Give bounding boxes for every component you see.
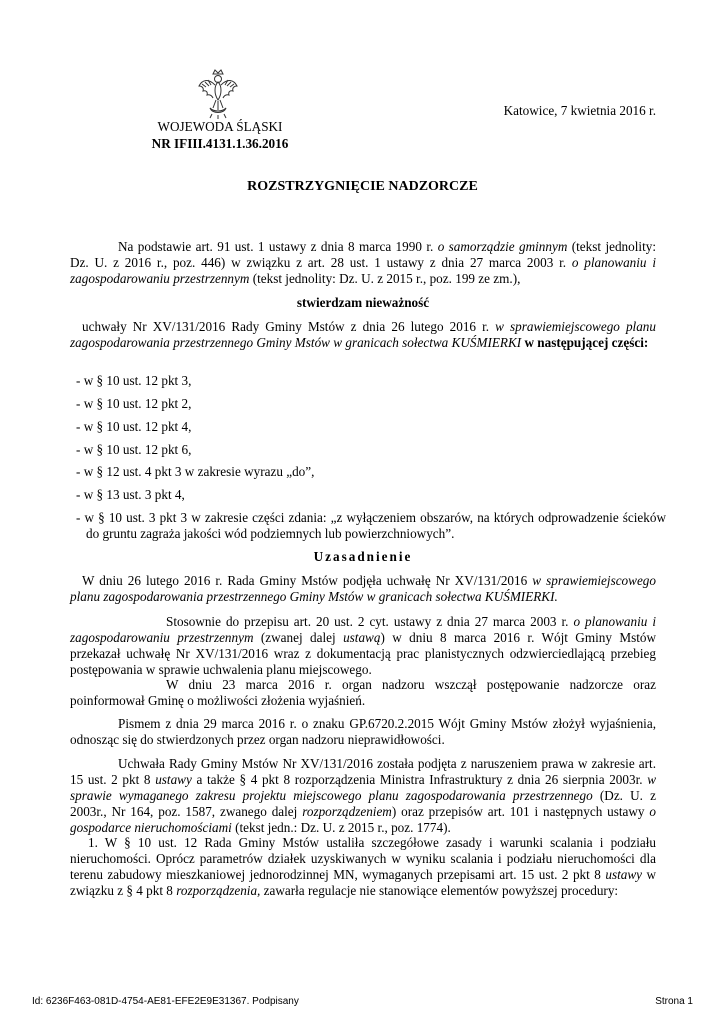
paragraph-text: 1. W § 10 ust. 12 Rada Gminy Mstów ustaliła szczegółowe zasady i warunki scalania i podziału nieruchomości. Oprócz parametrów działek uzyskiwanych w wyniku scalania i podziału nieruchomości dla terenu zabudowy mieszkaniowej jednorodzinnej MN, wymaganych przepisami art. 15 ust. 2 pkt 8: [70, 835, 656, 882]
paragraph-5: [70, 756, 656, 836]
paragraph-1: [70, 573, 656, 605]
paragraph-title: ustawą: [343, 630, 381, 645]
list-item: - w § 10 ust. 12 pkt 6,: [76, 442, 192, 457]
paragraph-text: Stosownie do przepisu art. 20 ust. 2 cyt. ustawy z dnia 27 marca 2003 r.: [166, 614, 574, 629]
intro-text: Na podstawie art. 91 ust. 1 ustawy z dnia 8 marca 1990 r.: [118, 239, 438, 254]
list-item: - w § 10 ust. 12 pkt 4,: [76, 419, 192, 434]
document-id-footer: Id: 6236F463-081D-4754-AE81-EFE2E9E31367. Podpisany: [32, 996, 299, 1007]
paragraph-text: w związku z § 4 pkt 8: [70, 867, 656, 898]
list-item: - w § 13 ust. 3 pkt 4,: [76, 487, 185, 502]
justification-heading: Uzasadnienie: [313, 549, 413, 564]
resolution-emphasis: następującej części:: [537, 335, 649, 350]
paragraph-text: (Dz. U. z 2003r., Nr 164, poz. 1587, zwanego dalej: [70, 788, 656, 819]
resolution-text: uchwały Nr XV/131/2016 Rady Gminy Mstów z dnia 26 lutego 2016 r.: [82, 319, 496, 334]
paragraph-title: rozporządzeniem: [302, 804, 392, 819]
place-date: Katowice, 7 kwietnia 2016 r.: [503, 103, 656, 118]
list-item: - w § 10 ust. 12 pkt 2,: [76, 396, 192, 411]
paragraph-title: ustawy: [155, 772, 192, 787]
paragraph-title: w sprawiemiejscowego planu zagospodarowania przestrzennego Gminy Mstów w granicach sołectwa KUŚMIERKI.: [70, 573, 656, 604]
paragraph-text: ) oraz przepisów art. 101 i następnych ustawy: [391, 804, 650, 819]
intro-paragraph: [70, 239, 656, 287]
paragraph-6: [70, 835, 656, 899]
decision-heading: stwierdzam nieważność: [296, 295, 430, 310]
paragraph-4: Pismem z dnia 29 marca 2016 r. o znaku GP.6720.2.2015 Wójt Gminy Mstów złożył wyjaśnienia, odnosząc się do stwierdzonych przez organ nadzoru nieprawidłowości.: [70, 716, 656, 747]
paragraph-2: [70, 614, 656, 678]
paragraph-text: (zwanej dalej: [253, 630, 344, 645]
resolution-paragraph: [70, 319, 656, 351]
intro-text: (tekst jednolity: Dz. U. z 2016 r., poz. 446) w związku z art. 28 ust. 1 ustawy z dnia 27 marca 2003 r.: [70, 239, 656, 270]
issuer-name: WOJEWODA ŚLĄSKI: [157, 119, 283, 134]
intro-act-title: o planowaniu i zagospodarowaniu przestrzennym: [70, 255, 656, 286]
list-item: - w § 12 ust. 4 pkt 3 w zakresie wyrazu „do”,: [76, 464, 315, 479]
list-item: - w § 10 ust. 3 pkt 3 w zakresie części zdania: „z wyłączeniem obszarów, na których odprowadzenie ścieków do gruntu zagraża jakości wód podziemnych lub powierzchniowych”.: [76, 510, 666, 541]
eagle-emblem-icon: [196, 68, 240, 120]
page-number: Strona 1: [655, 996, 693, 1007]
paragraph-text: W dniu 26 lutego 2016 r. Rada Gminy Mstów podjęła uchwałę Nr XV/131/2016: [82, 573, 533, 588]
paragraph-title: o gospodarce nieruchomościami: [70, 804, 656, 835]
paragraph-text: (tekst jedn.: Dz. U. z 2015 r., poz. 1774).: [231, 820, 451, 835]
list-item: - w § 10 ust. 12 pkt 3,: [76, 373, 192, 388]
reference-number: NR IFIII.4131.1.36.2016: [151, 136, 289, 151]
paragraph-text: a także § 4 pkt 8 rozporządzenia Ministra Infrastruktury z dnia 26 sierpnia 2003r.: [191, 772, 648, 787]
paragraph-3: W dniu 23 marca 2016 r. organ nadzoru wszczął postępowanie nadzorcze oraz poinformował Gminę o możliwości złożenia wyjaśnień.: [70, 677, 656, 708]
paragraph-title: rozporządzenia,: [176, 883, 261, 898]
paragraph-text: ) w dniu 8 marca 2016 r. Wójt Gminy Mstów przekazał uchwałę Nr XV/131/2016 wraz z dokumentacją prac planistycznych odzwierciedlającą przebieg postępowania w sprawie uchwalenia planu miejscowego.: [70, 630, 656, 677]
paragraph-title: o planowaniu i zagospodarowaniu przestrzennym: [70, 614, 656, 645]
intro-text: (tekst jednolity: Dz. U. z 2015 r., poz. 199 ze zm.),: [249, 271, 521, 286]
paragraph-text: zawarła regulacje nie stanowiące elementów powyższej procedury:: [260, 883, 619, 898]
resolution-title: w sprawiemiejscowego planu zagospodarowania przestrzennego Gminy Mstów w granicach sołectwa KUŚMIERKI: [70, 319, 656, 350]
paragraph-title: ustawy: [605, 867, 642, 882]
paragraph-text: Uchwała Rady Gminy Mstów Nr XV/131/2016 została podjęta z naruszeniem prawa w zakresie art. 15 ust. 2 pkt 8: [70, 756, 656, 787]
paragraph-title: w sprawie wymaganego zakresu projektu miejscowego planu zagospodarowania przestrzennego: [70, 772, 657, 803]
intro-act-title: o samorządzie gminnym: [437, 239, 568, 254]
resolution-text: w: [521, 335, 538, 350]
document-title: ROZSTRZYGNIĘCIE NADZORCZE: [247, 179, 478, 194]
issuer-block: [140, 118, 300, 152]
